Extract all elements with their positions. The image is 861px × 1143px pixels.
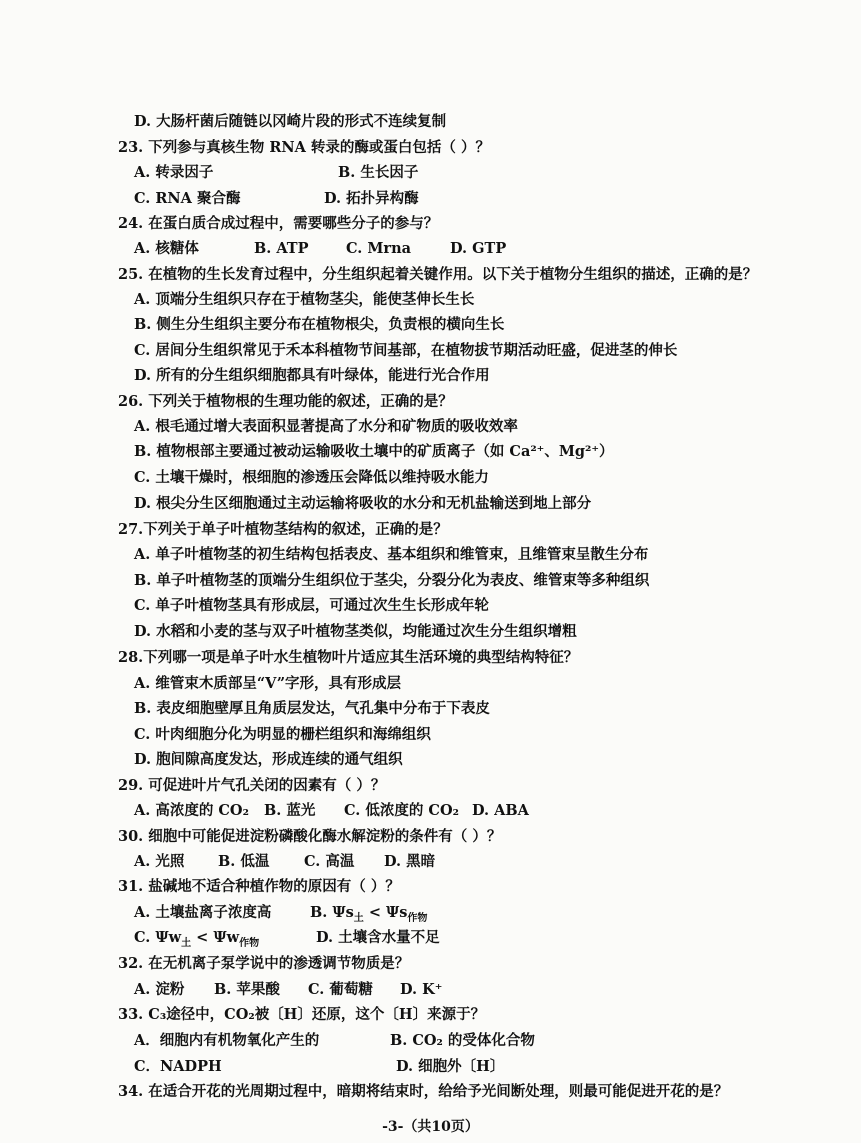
q30-option-a: A. 光照 <box>134 853 185 870</box>
q32-option-d: D. K⁺ <box>400 981 443 998</box>
q31-b-main: B. Ψs <box>310 904 354 921</box>
q30-stem: 30. 细胞中可能促进淀粉磷酸化酶水解淀粉的条件有（ ）？ <box>118 828 502 845</box>
q22-option-d: D. 大肠杆菌后随链以冈崎片段的形式不连续复制 <box>134 113 447 130</box>
q30-option-b: B. 低温 <box>218 853 270 870</box>
q26-option-d: D. 根尖分生区细胞通过主动运输将吸收的水分和无机盐输送到地上部分 <box>134 495 592 512</box>
q27-option-d: D. 水稻和小麦的茎与双子叶植物茎类似，均能通过次生分生组织增粗 <box>134 623 577 640</box>
q24-option-b: B. ATP <box>254 240 309 257</box>
q31-option-a: A. 土壤盐离子浓度高 <box>134 904 272 921</box>
q30-option-c: C. 高温 <box>304 853 355 870</box>
q31-option-b <box>310 904 427 922</box>
q34-stem: 34. 在适合开花的光周期过程中，暗期将结束时，给给予光间断处理，则最可能促进开花的是？ <box>118 1083 729 1100</box>
q23-option-c: C. RNA 聚合酶 <box>134 190 241 207</box>
q27-option-c: C. 单子叶植物茎具有形成层，可通过次生生长形成年轮 <box>134 597 489 614</box>
q33-stem: 33. C₃途径中，CO₂被〔H〕还原，这个〔H〕来源于？ <box>118 1006 486 1023</box>
q29-option-d: D. ABA <box>472 802 529 819</box>
q28-option-a: A. 维管束木质部呈“V”字形，具有形成层 <box>134 675 402 692</box>
q31-c-mid: < Ψw <box>191 929 240 946</box>
q28-stem: 28.下列哪一项是单子叶水生植物叶片适应其生活环境的典型结构特征？ <box>118 649 579 666</box>
q24-stem: 24. 在蛋白质合成过程中，需要哪些分子的参与？ <box>118 215 439 232</box>
q23-option-d: D. 拓扑异构酶 <box>324 190 419 207</box>
q29-option-b: B. 蓝光 <box>264 802 316 819</box>
page-number: -3-（共10页） <box>382 1119 479 1135</box>
q29-option-c: C. 低浓度的 CO₂ <box>344 802 459 819</box>
q29-stem: 29. 可促进叶片气孔关闭的因素有（ ）？ <box>118 777 386 794</box>
q33-option-c: C．NADPH <box>134 1058 222 1075</box>
q23-stem: 23. 下列参与真核生物 RNA 转录的酶或蛋白包括（ ）？ <box>118 139 490 156</box>
q32-option-c: C. 葡萄糖 <box>308 981 373 998</box>
q26-option-c: C. 土壤干燥时，根细胞的渗透压会降低以维持吸水能力 <box>134 469 489 486</box>
q30-option-d: D. 黑暗 <box>384 853 436 870</box>
q31-b-mid: < Ψs <box>363 904 408 921</box>
q25-option-d: D. 所有的分生组织细胞都具有叶绿体，能进行光合作用 <box>134 367 490 384</box>
q27-option-b: B. 单子叶植物茎的顶端分生组织位于茎尖，分裂分化为表皮、维管束等多种组织 <box>134 572 650 589</box>
q31-option-d: D. 土壤含水量不足 <box>316 929 440 946</box>
q26-option-a: A. 根毛通过增大表面积显著提高了水分和矿物质的吸收效率 <box>134 418 518 435</box>
q24-option-a: A. 核糖体 <box>134 240 199 257</box>
q33-option-a: A．细胞内有机物氧化产生的 <box>134 1032 320 1049</box>
q31-stem: 31. 盐碱地不适合种植作物的原因有（ ）？ <box>118 878 400 895</box>
q25-option-c: C. 居间分生组织常见于禾本科植物节间基部，在植物拔节期活动旺盛，促进茎的伸长 <box>134 342 678 359</box>
q25-stem: 25. 在植物的生长发育过程中，分生组织起着关键作用。以下关于植物分生组织的描述，正确的是？ <box>118 266 758 283</box>
q24-option-d: D. GTP <box>450 240 507 257</box>
q31-b-sub2: 作物 <box>407 912 428 924</box>
q32-option-b: B. 苹果酸 <box>214 981 280 998</box>
q25-option-b: B. 侧生分生组织主要分布在植物根尖，负责根的横向生长 <box>134 316 505 333</box>
q31-b-sub1: 土 <box>353 912 364 924</box>
q28-option-d: D. 胞间隙高度发达，形成连续的通气组织 <box>134 751 403 768</box>
q23-option-a: A. 转录因子 <box>134 164 214 181</box>
q26-stem: 26. 下列关于植物根的生理功能的叙述，正确的是？ <box>118 393 453 410</box>
q29-option-a: A. 高浓度的 CO₂ <box>134 802 249 819</box>
q27-stem: 27.下列关于单子叶植物茎结构的叙述，正确的是？ <box>118 521 448 538</box>
q31-c-main: C. Ψw <box>134 929 182 946</box>
q28-option-c: C. 叶肉细胞分化为明显的栅栏组织和海绵组织 <box>134 726 431 743</box>
q33-option-d: D. 细胞外〔H〕 <box>396 1058 505 1075</box>
q32-stem: 32. 在无机离子泵学说中的渗透调节物质是？ <box>118 955 410 972</box>
q25-option-a: A. 顶端分生组织只存在于植物茎尖，能使茎伸长生长 <box>134 291 475 308</box>
q33-option-b: B. CO₂ 的受体化合物 <box>390 1032 535 1049</box>
q31-c-sub2: 作物 <box>239 937 260 949</box>
q23-option-b: B. 生长因子 <box>338 164 419 181</box>
q27-option-a: A. 单子叶植物茎的初生结构包括表皮、基本组织和维管束，且维管束呈散生分布 <box>134 546 649 563</box>
q31-option-c <box>134 929 259 947</box>
q31-c-sub1: 土 <box>181 937 192 949</box>
q32-option-a: A. 淀粉 <box>134 981 185 998</box>
q28-option-b: B. 表皮细胞壁厚且角质层发达，气孔集中分布于下表皮 <box>134 700 490 717</box>
q26-option-b: B. 植物根部主要通过被动运输吸收土壤中的矿质离子（如 Ca²⁺、Mg²⁺） <box>134 443 614 460</box>
q24-option-c: C. Mrna <box>346 240 412 257</box>
